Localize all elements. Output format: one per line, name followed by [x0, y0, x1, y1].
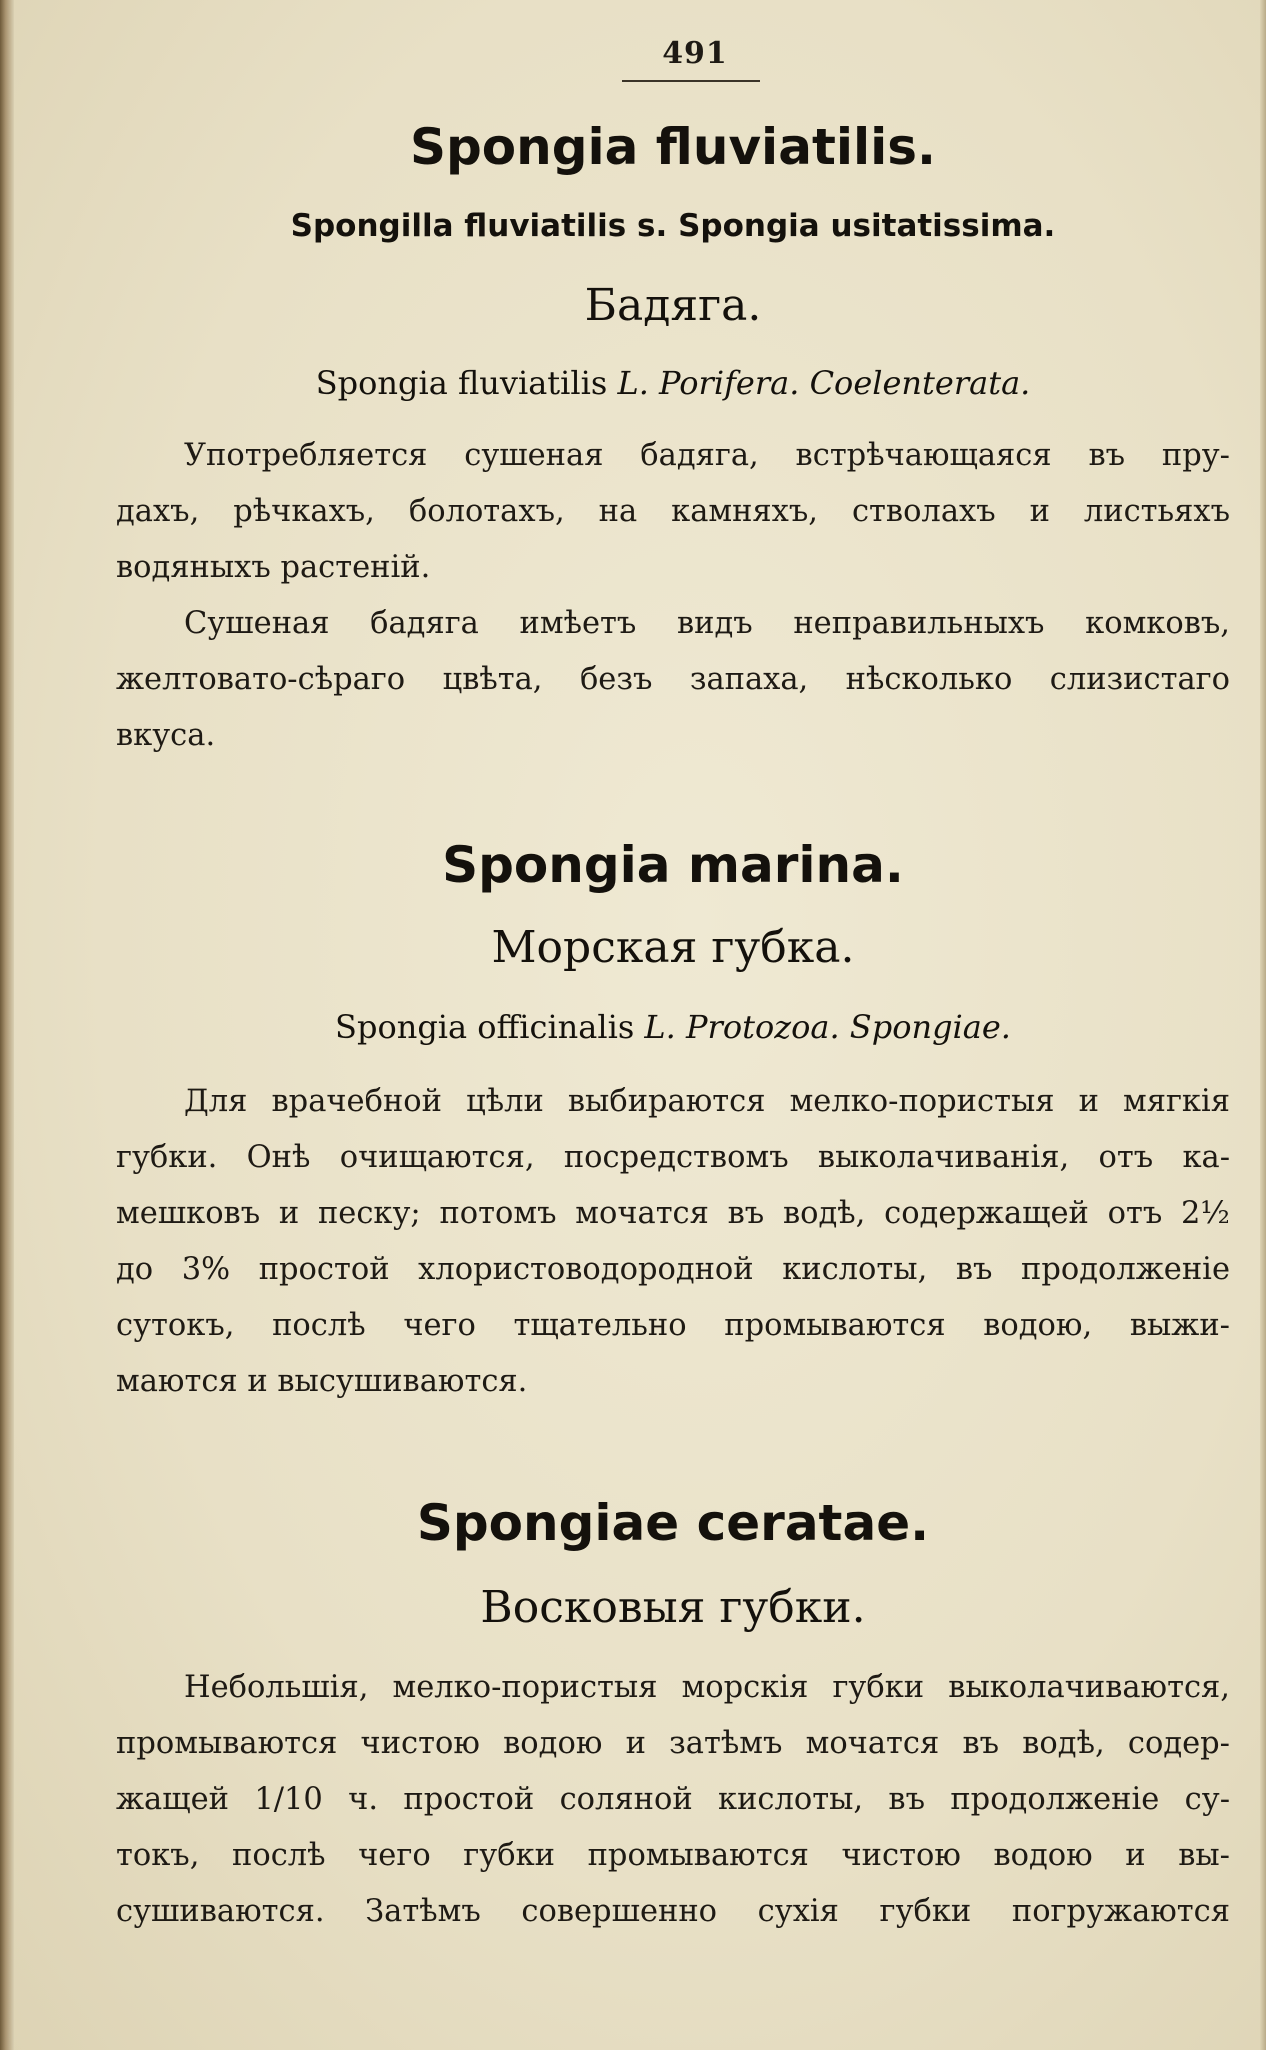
- section-3-russian-name: Восковыя губки.: [480, 1582, 866, 1633]
- section-1-paragraph-1: [116, 428, 1230, 596]
- species-class: Porifera.: [659, 364, 800, 402]
- section-1-paragraph-2: [116, 596, 1230, 764]
- section-1-species-line: [0, 364, 1266, 402]
- page-number: 491: [662, 36, 728, 71]
- species-class: Protozoa.: [686, 1008, 840, 1046]
- text-line: вкуса.: [116, 718, 216, 753]
- section-1-synonym: Spongilla fluviatilis s. Spongia usitatissima.: [290, 208, 1056, 244]
- text-line: дахъ, рѣчкахъ, болотахъ, на камняхъ, стволахъ и листьяхъ: [116, 494, 1230, 529]
- text-line: маются и высушиваются.: [116, 1364, 528, 1399]
- section-2-title: Spongia marina.: [442, 836, 904, 894]
- text-line: жащей 1/10 ч. простой соляной кислоты, въ продолженіе су-: [116, 1782, 1230, 1817]
- text-line: до 3% простой хлористоводородной кислоты, въ продолженіе: [116, 1252, 1230, 1287]
- text-line: мешковъ и песку; потомъ мочатся въ водѣ, содержащей отъ 2½: [116, 1196, 1230, 1231]
- text-line: желтовато-сѣраго цвѣта, безъ запаха, нѣсколько слизистаго: [116, 662, 1230, 697]
- section-1-russian-name: Бадяга.: [584, 280, 762, 331]
- text-line: сушиваются. Затѣмъ совершенно сухія губки погружаются: [116, 1894, 1230, 1929]
- section-2-paragraph-1: [116, 1074, 1230, 1410]
- text-line: сутокъ, послѣ чего тщательно промываются водою, выжи-: [116, 1308, 1230, 1343]
- text-line: губки. Онѣ очищаются, посредствомъ выколачиванія, отъ ка-: [116, 1140, 1230, 1175]
- text-line: Небольшія, мелко-пористыя морскія губки выколачиваются,: [184, 1670, 1230, 1705]
- species-order: Spongiae.: [849, 1008, 1011, 1046]
- text-line: Употребляется сушеная бадяга, встрѣчающаяся въ пру-: [184, 438, 1230, 473]
- text-line: водяныхъ растеній.: [116, 550, 431, 585]
- section-3-paragraph-1: [116, 1660, 1230, 1940]
- text-line: Сушеная бадяга имѣетъ видъ неправильныхъ комковъ,: [184, 606, 1230, 641]
- page-number-rule: [622, 80, 760, 82]
- species-author: L.: [644, 1008, 676, 1046]
- species-author: L.: [617, 364, 649, 402]
- section-2-species-line: [0, 1008, 1266, 1046]
- section-2-russian-name: Морская губка.: [491, 922, 855, 973]
- text-line: промываются чистою водою и затѣмъ мочатся въ водѣ, содер-: [116, 1726, 1230, 1761]
- species-genus: Spongia officinalis: [335, 1008, 635, 1046]
- species-order: Coelenterata.: [809, 364, 1031, 402]
- section-3-title: Spongiae ceratae.: [416, 1494, 930, 1552]
- section-1-title: Spongia fluviatilis.: [409, 118, 937, 176]
- text-line: Для врачебной цѣли выбираются мелко-пористыя и мягкія: [184, 1084, 1230, 1119]
- species-genus: Spongia fluviatilis: [315, 364, 608, 402]
- text-line: токъ, послѣ чего губки промываются чистою водою и вы-: [116, 1838, 1230, 1873]
